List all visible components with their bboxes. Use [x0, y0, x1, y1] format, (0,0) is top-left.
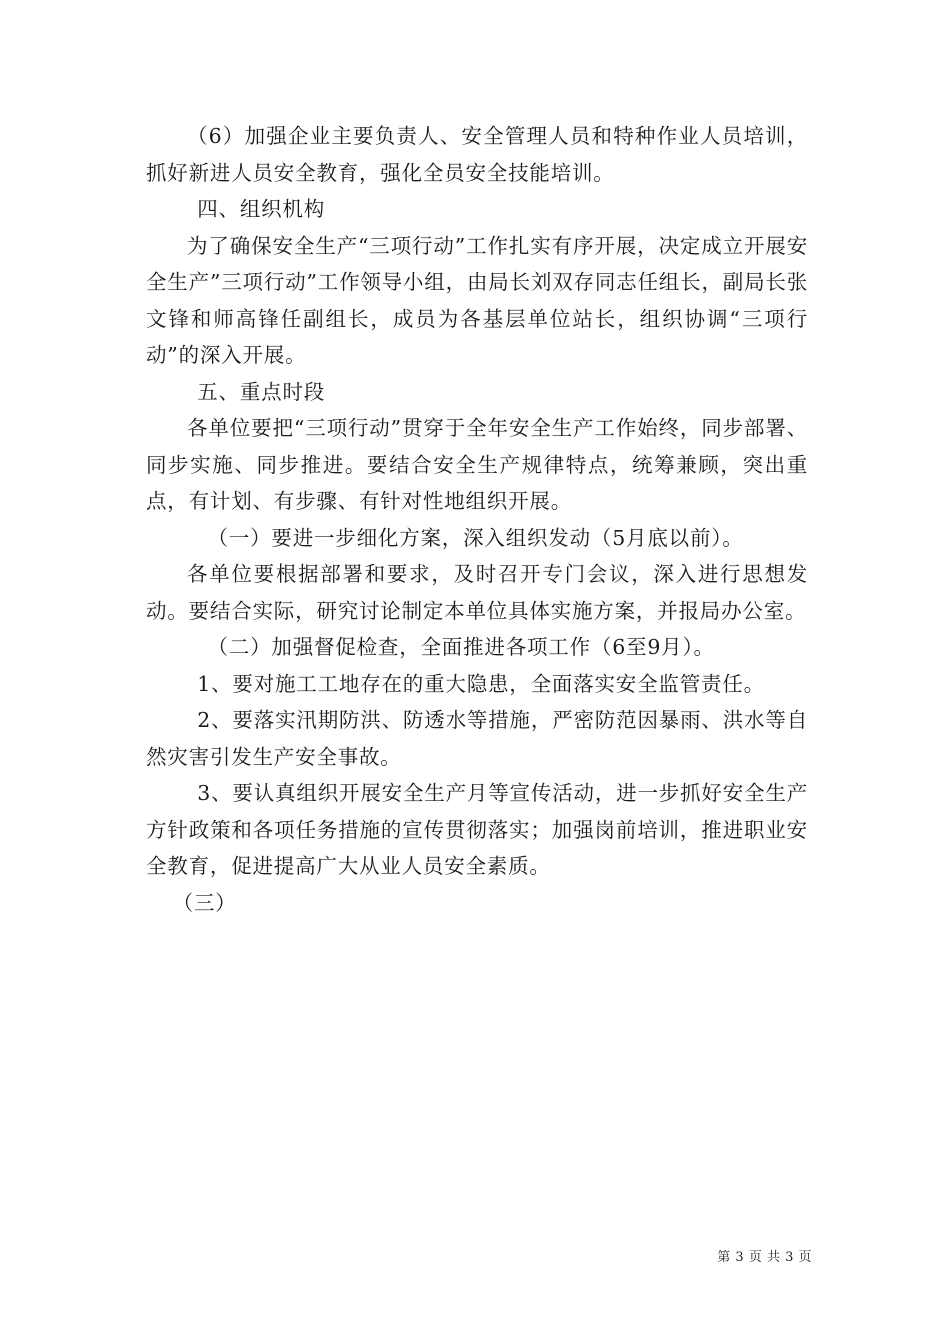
- list-item-3: 3、要认真组织开展安全生产月等宣传活动，进一步抓好安全生产方针政策和各项任务措施的宣传贯彻落实；加强岗前培训，推进职业安全教育，促进提高广大从业人员安全素质。: [146, 781, 808, 878]
- paragraph-training: （6）加强企业主要负责人、安全管理人员和特种作业人员培训，抓好新进人员安全教育，强化全员安全技能培训。: [146, 124, 808, 185]
- list-item-2: 2、要落实汛期防洪、防透水等措施，严密防范因暴雨、洪水等自然灾害引发生产安全事故。: [146, 708, 808, 769]
- paragraph-phase-one-detail: 各单位要根据部署和要求，及时召开专门会议，深入进行思想发动。要结合实际，研究讨论制定本单位具体实施方案，并报局办公室。: [146, 562, 808, 623]
- subheading-phase-one: （一）要进一步细化方案，深入组织发动（5月底以前）。: [207, 525, 744, 550]
- page-number-footer: 第 3 页 共 3 页: [717, 1250, 812, 1265]
- subheading-phase-two: （二）加强督促检查，全面推进各项工作（6至9月）。: [207, 635, 715, 659]
- section-heading-key-periods: 五、重点时段: [197, 379, 326, 404]
- paragraph-leadership-group: 为了确保安全生产“三项行动”工作扎实有序开展，决定成立开展安全生产”三项行动”工作领导小组，由局长刘双存同志任组长，副局长张文锋和师高锋任副组长，成员为各基层单位站长，组织协调“三项行动”的深入开展。: [146, 233, 808, 367]
- document-body: [146, 118, 808, 921]
- paragraph-throughout-year: 各单位要把“三项行动”贯穿于全年安全生产工作始终，同步部署、同步实施、同步推进。要结合安全生产规律特点，统筹兼顾，突出重点，有计划、有步骤、有针对性地组织开展。: [146, 416, 808, 513]
- list-item-1: 1、要对施工工地存在的重大隐患，全面落实安全监管责任。: [197, 671, 765, 696]
- subheading-phase-three: （三）: [172, 890, 237, 915]
- section-heading-organization: 四、组织机构: [197, 197, 326, 221]
